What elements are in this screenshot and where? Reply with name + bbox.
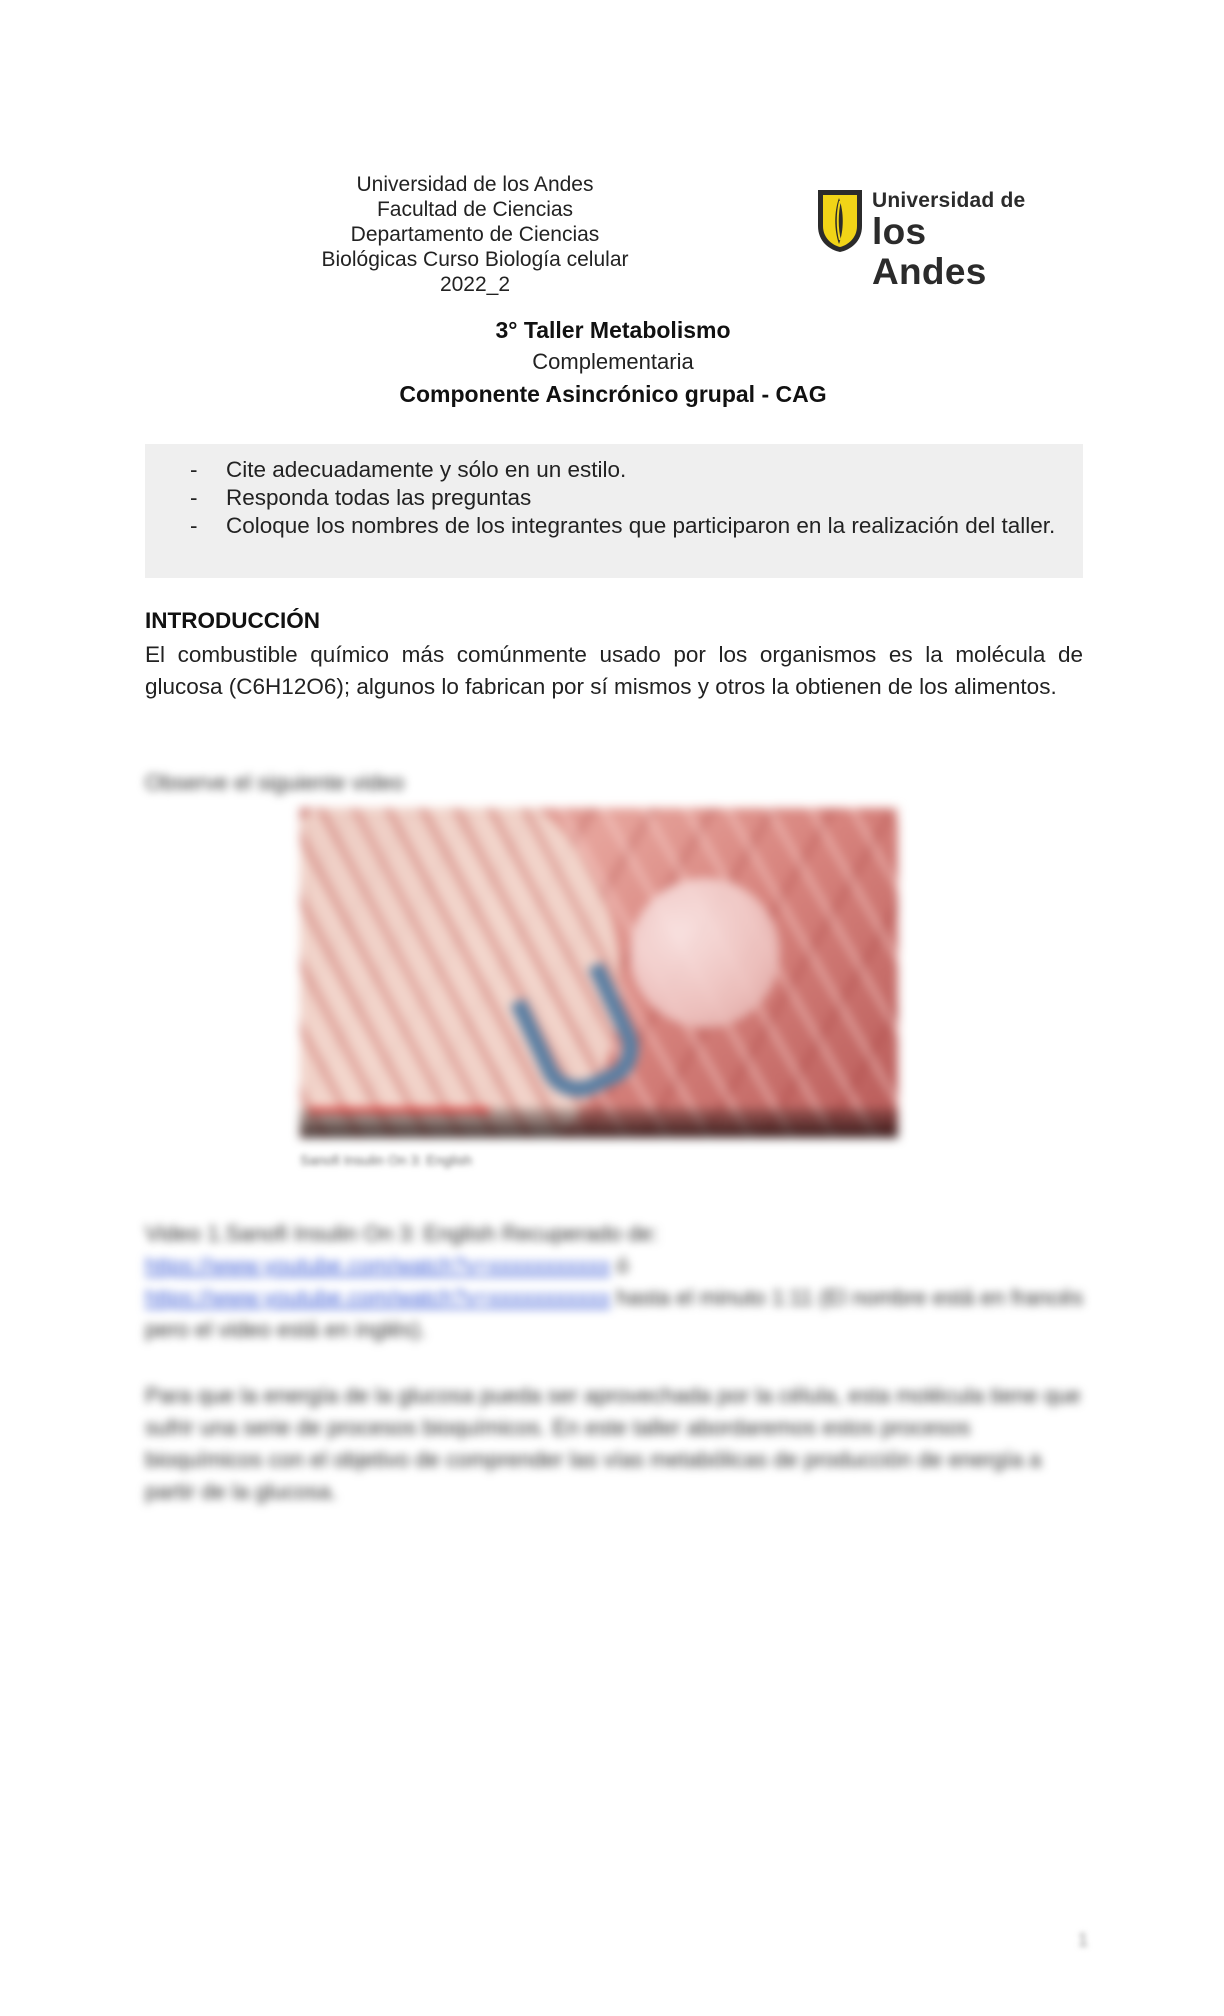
instruction-item: - Cite adecuadamente y sólo en un estilo. <box>190 457 627 482</box>
institution-header <box>280 172 670 297</box>
instruction-item: - Responda todas las preguntas <box>190 485 532 510</box>
institution-line-2: Facultad de Ciencias <box>376 198 574 221</box>
video-reference: Video 1.Sanofi Insulin On 3: English Recuperado de: https://www.youtube.com/watch?v=xxxxxxxxxxx ó https://www.youtube.com/watch?v=xxxxxxxxxxx hasta el minuto 1:11 (El nombre está en francés pero el video está en inglés). <box>145 1221 1084 1342</box>
introduction-heading: INTRODUCCIÓN <box>145 608 320 633</box>
page-number: 1 <box>1078 1930 1089 1950</box>
institution-line-4: Biológicas Curso Biología celular <box>321 248 629 271</box>
introduction-paragraph: El combustible químico más comúnmente usado por los organismos es la molécula de glucosa (C6H12O6); algunos lo fabrican por sí mismos y otros la obtienen de los alimentos. <box>145 642 1083 699</box>
component-title: Componente Asincrónico grupal - CAG <box>399 381 827 407</box>
logo-line-2: los Andes <box>872 211 987 292</box>
video-link-1[interactable]: https://www.youtube.com/watch?v=xxxxxxxxxxx <box>145 1253 611 1278</box>
instruction-item: - Coloque los nombres de los integrantes que participaron en la realización del taller. <box>190 513 1056 538</box>
video-controls-bar[interactable] <box>300 1108 898 1138</box>
video-thumbnail[interactable] <box>300 808 898 1138</box>
university-logo <box>812 186 1032 292</box>
video-link-2[interactable]: https://www.youtube.com/watch?v=xxxxxxxxxxx <box>145 1285 611 1310</box>
main-title: 3° Taller Metabolismo <box>495 317 731 343</box>
university-shield-icon <box>812 186 868 254</box>
logo-line-1: Universidad de <box>872 189 1026 212</box>
video-progress[interactable] <box>310 1108 490 1112</box>
title-block <box>145 314 1081 410</box>
institution-line-1: Universidad de los Andes <box>356 173 594 196</box>
instructions-list <box>145 444 1083 540</box>
subtitle: Complementaria <box>532 349 694 374</box>
video-label: Observe el siguiente video <box>145 770 405 795</box>
glucose-paragraph: Para que la energía de la glucosa pueda ser aprovechada por la célula, esta molécula tiene que sufrir una serie de procesos bioquímicos. En este taller abordaremos estos procesos bioquímicos con el objetivo de comprender las vías metabólicas de producción de energía a partir de la glucosa. <box>145 1383 1081 1504</box>
institution-line-5: 2022_2 <box>439 273 511 296</box>
video-caption: Sanofi Insulin On 3: English <box>300 1152 472 1168</box>
logo-wordmark <box>872 190 1032 292</box>
instructions-box <box>145 444 1083 578</box>
institution-line-3: Departamento de Ciencias <box>350 223 600 246</box>
glucose-molecule <box>630 878 780 1028</box>
